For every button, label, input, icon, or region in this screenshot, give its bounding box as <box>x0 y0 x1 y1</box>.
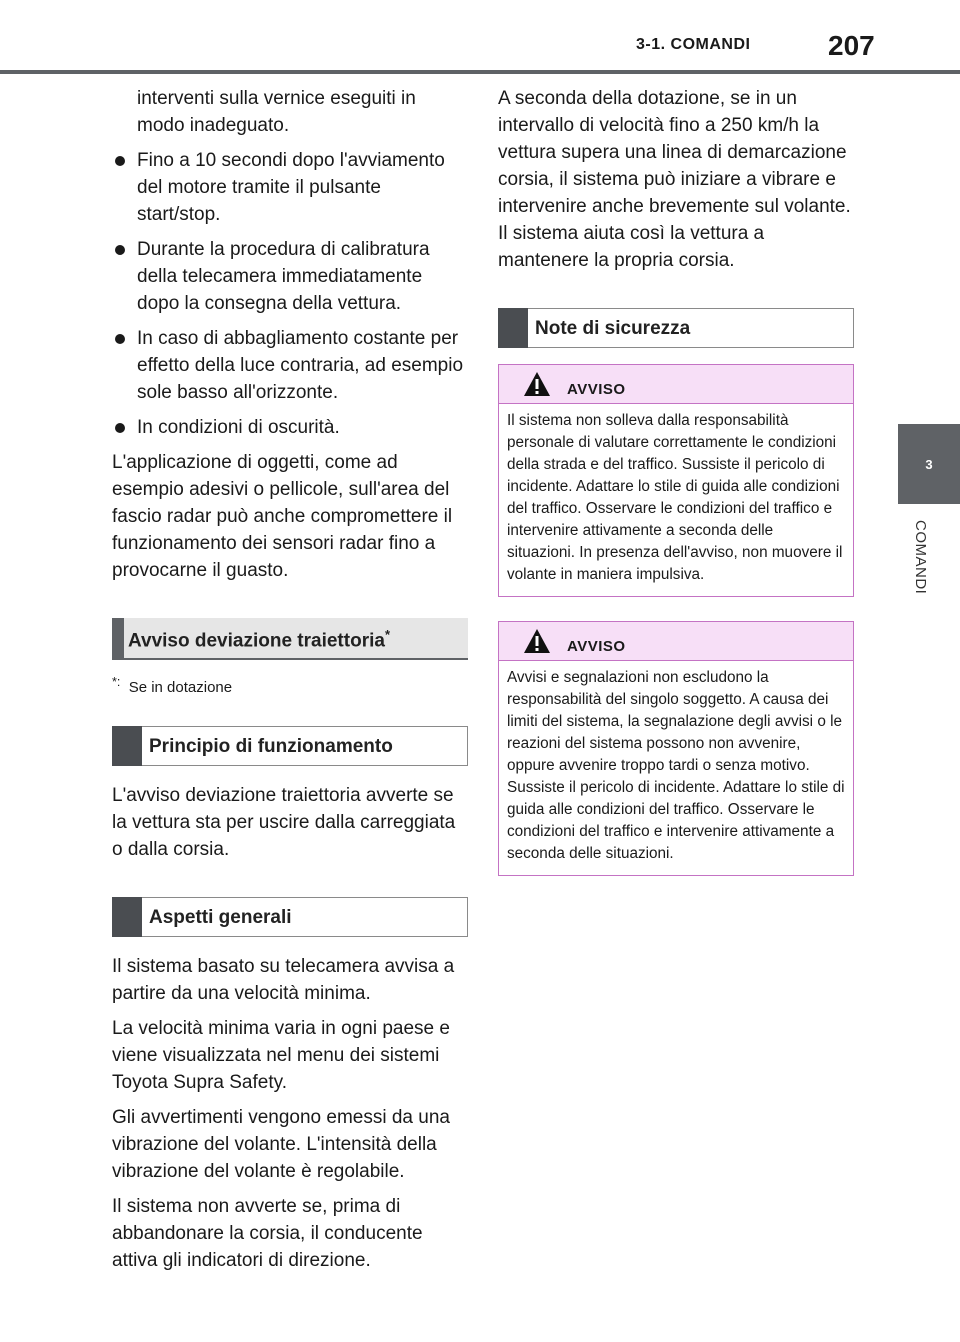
warning-text: Il sistema non solleva dalla responsabilità personale di valutare correttamente le condizioni della strada e del traffico. Sussiste il pericolo di incidente. Adattare lo stile di guida alle condizioni del traffico. Osservare le condizioni del traffico e intervenire attivamente a seconda delle situazioni. In presenza dell'avviso, non muovere il volante in maniera impulsiva. <box>507 412 843 583</box>
paragraph: La velocità minima varia in ogni paese e viene visualizzata nel menu dei sistemi Toyota Supra Safety. <box>112 1018 450 1093</box>
warning-box <box>498 364 854 597</box>
subsection-heading-bar <box>112 897 142 937</box>
paragraph-applicazione: L'applicazione di oggetti, come ad esempio adesivi o pellicole, sull'area del fascio radar può anche compromettere il funzionamento dei sensori radar fino a provocarne il guasto. <box>112 452 453 581</box>
list-item-text: In caso di abbagliamento costante per effetto della luce contraria, ad esempio sole basso all'orizzonte. <box>137 328 464 403</box>
list-item-text: Fino a 10 secondi dopo l'avviamento del motore tramite il pulsante start/stop. <box>137 150 445 225</box>
warning-box-header <box>499 622 853 661</box>
warning-box-header <box>499 365 853 404</box>
chapter-tab-label: COMANDI <box>912 520 929 595</box>
paragraph-right: A seconda della dotazione, se in un intervallo di velocità fino a 250 km/h la vettura supera una linea di demarcazione corsia, il sistema può iniziare a vibrare e intervenire anche brevemente sul volante. Il sistema aiuta così la vettura a mantenere la propria corsia. <box>498 88 851 271</box>
subsection-heading-text: Principio di funzionamento <box>149 735 393 757</box>
subsection-heading-safety <box>498 308 854 348</box>
warning-text: Avvisi e segnalazioni non escludono la responsabilità del singolo soggetto. A causa dei limiti del sistema, la segnalazione degli avvisi o le reazioni del sistema possono non avvenire, oppure avvenire troppo tardi o senza motivo. Sussiste il pericolo di incidente. Adattare lo stile di guida alle condizioni del traffico. Osservare le condizioni del traffico e intervenire attivamente a seconda delle situazioni. <box>507 669 845 862</box>
left-column <box>112 85 468 1282</box>
list-item <box>112 236 468 317</box>
bullet-dot-icon <box>115 334 125 344</box>
warning-box <box>498 621 854 876</box>
footnote-mark: *: <box>112 675 121 689</box>
list-item <box>112 325 468 406</box>
subsection-heading-aspetti <box>112 897 468 937</box>
continued-bullet-text: interventi sulla vernice eseguiti in modo inadeguato. <box>137 88 416 136</box>
chapter-tab-number: 3 <box>925 456 933 472</box>
subsection-heading-text: Note di sicurezza <box>535 317 691 339</box>
subsection-heading-bar <box>112 726 142 766</box>
list-item-text: In condizioni di oscurità. <box>137 417 340 438</box>
bullet-dot-icon <box>115 423 125 433</box>
right-column <box>498 85 854 876</box>
warning-label: AVVISO <box>567 381 626 398</box>
warning-triangle-icon <box>523 371 551 397</box>
section-heading <box>112 618 468 660</box>
warning-triangle-icon <box>523 628 551 654</box>
paragraph: Gli avvertimenti vengono emessi da una vibrazione del volante. L'intensità della vibrazione del volante è regolabile. <box>112 1107 450 1182</box>
list-item-text: Durante la procedura di calibratura della telecamera immediatamente dopo la consegna della vettura. <box>137 239 430 314</box>
section-heading-bar <box>112 618 124 660</box>
running-header-section: 3-1. COMANDI <box>636 36 751 53</box>
bullet-dot-icon <box>115 156 125 166</box>
footnote <box>112 672 468 698</box>
paragraph-principio: L'avviso deviazione traiettoria avverte se la vettura sta per uscire dalla carreggiata o dalla corsia. <box>112 785 456 860</box>
list-item <box>112 414 468 441</box>
chapter-tab[interactable] <box>898 424 960 504</box>
warning-label: AVVISO <box>567 638 626 655</box>
subsection-heading-text: Aspetti generali <box>149 906 292 928</box>
subsection-heading-principio <box>112 726 468 766</box>
list-item <box>112 147 468 228</box>
subsection-heading-bar <box>498 308 528 348</box>
footnote-text: Se in dotazione <box>128 679 233 696</box>
page-number: 207 <box>828 30 875 61</box>
paragraph: Il sistema basato su telecamera avvisa a partire da una velocità minima. <box>112 956 455 1004</box>
section-heading-text: Avviso deviazione traiettoria* <box>128 627 390 652</box>
paragraph: Il sistema non avverte se, prima di abbandonare la corsia, il conducente attiva gli indicatori di direzione. <box>112 1196 423 1271</box>
bullet-dot-icon <box>115 245 125 255</box>
header-rule <box>0 70 960 74</box>
